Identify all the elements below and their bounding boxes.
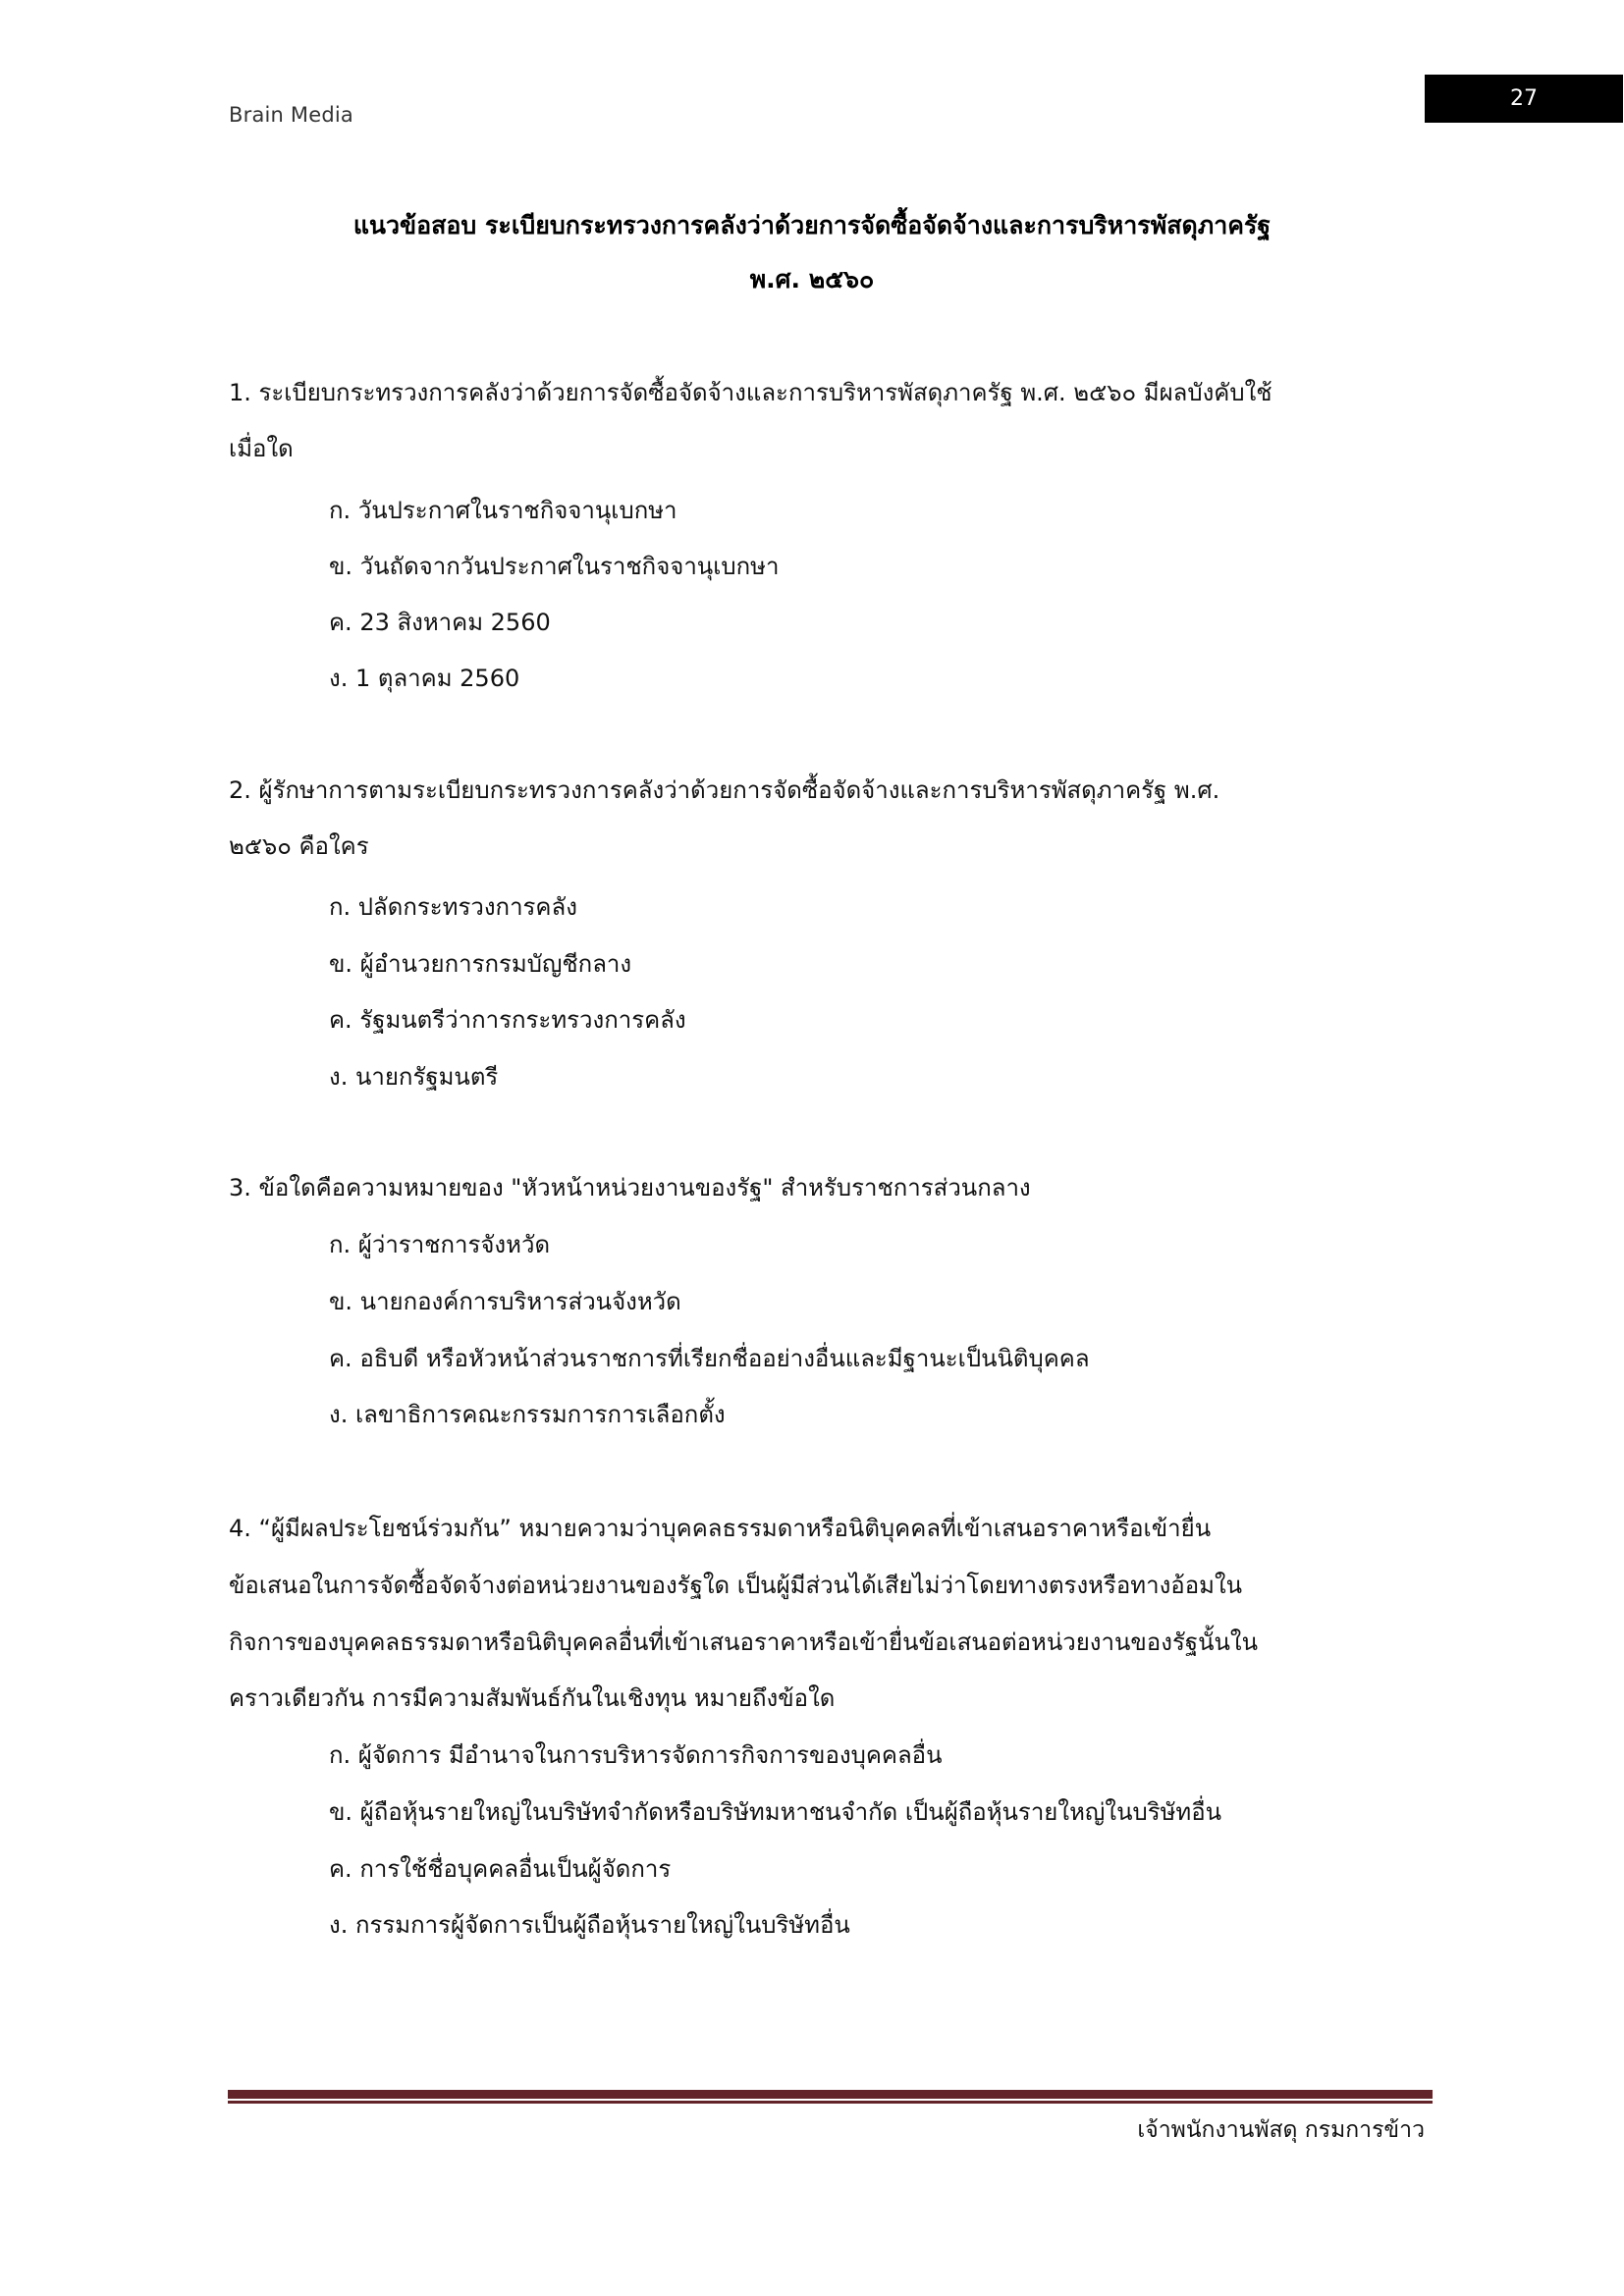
- answer-option: ข. นายกองค์การบริหารส่วนจังหวัด: [329, 1288, 681, 1315]
- answer-option: ข. วันถัดจากวันประกาศในราชกิจจานุเบกษา: [329, 553, 780, 580]
- question-text: ๒๕๖๐ คือใคร: [229, 832, 369, 860]
- page-number-badge: [1425, 75, 1623, 123]
- answer-option: ง. กรรมการผู้จัดการเป็นผู้ถือหุ้นรายใหญ่ในบริษัทอื่น: [329, 1911, 850, 1939]
- question-text: เมื่อใด: [229, 435, 294, 462]
- document-title-year: พ.ศ. ๒๕๖๐: [749, 265, 875, 294]
- footer-text: เจ้าพนักงานพัสดุ กรมการข้าว: [1137, 2117, 1425, 2143]
- answer-option: ค. 23 สิงหาคม 2560: [329, 609, 551, 636]
- answer-option: ง. 1 ตุลาคม 2560: [329, 665, 520, 692]
- footer-divider-thin: [228, 2101, 1433, 2104]
- page-number: 27: [1510, 85, 1538, 111]
- answer-option: ค. อธิบดี หรือหัวหน้าส่วนราชการที่เรียกชื่ออย่างอื่นและมีฐานะเป็นนิติบุคคล: [329, 1345, 1090, 1372]
- question-text: 3. ข้อใดคือความหมายของ "หัวหน้าหน่วยงานของรัฐ" สำหรับราชการส่วนกลาง: [229, 1174, 1031, 1201]
- document-title: แนวข้อสอบ ระเบียบกระทรวงการคลังว่าด้วยการจัดซื้อจัดจ้างและการบริหารพัสดุภาครัฐ: [352, 211, 1272, 240]
- answer-option: ก. ปลัดกระทรวงการคลัง: [329, 893, 577, 921]
- footer-divider-thick: [228, 2090, 1433, 2099]
- question-text: คราวเดียวกัน การมีความสัมพันธ์กันในเชิงทุน หมายถึงข้อใด: [229, 1684, 836, 1712]
- question-text: ข้อเสนอในการจัดซื้อจัดจ้างต่อหน่วยงานของรัฐใด เป็นผู้มีส่วนได้เสียไม่ว่าโดยทางตรงหรือทางอ้อมใน: [229, 1572, 1243, 1599]
- answer-option: ค. รัฐมนตรีว่าการกระทรวงการคลัง: [329, 1006, 686, 1034]
- answer-option: ค. การใช้ชื่อบุคคลอื่นเป็นผู้จัดการ: [329, 1855, 672, 1883]
- question-text: 4. “ผู้มีผลประโยชน์ร่วมกัน” หมายความว่าบุคคลธรรมดาหรือนิติบุคคลที่เข้าเสนอราคาหรือเข้ายื่น: [229, 1515, 1212, 1542]
- header-brand: Brain Media: [229, 103, 354, 127]
- answer-option: ก. ผู้จัดการ มีอำนาจในการบริหารจัดการกิจการของบุคคลอื่น: [329, 1741, 943, 1769]
- question-text: 2. ผู้รักษาการตามระเบียบกระทรวงการคลังว่าด้วยการจัดซื้อจัดจ้างและการบริหารพัสดุภาครัฐ พ.ศ.: [229, 776, 1220, 804]
- answer-option: ก. วันประกาศในราชกิจจานุเบกษา: [329, 497, 677, 524]
- answer-option: ข. ผู้อำนวยการกรมบัญชีกลาง: [329, 950, 632, 978]
- answer-option: ง. เลขาธิการคณะกรรมการการเลือกตั้ง: [329, 1401, 726, 1428]
- answer-option: ก. ผู้ว่าราชการจังหวัด: [329, 1231, 551, 1258]
- question-text: กิจการของบุคคลธรรมดาหรือนิติบุคคลอื่นที่เข้าเสนอราคาหรือเข้ายื่นข้อเสนอต่อหน่วยงานของรัฐนั้นใน: [229, 1629, 1259, 1656]
- question-text: 1. ระเบียบกระทรวงการคลังว่าด้วยการจัดซื้อจัดจ้างและการบริหารพัสดุภาครัฐ พ.ศ. ๒๕๖๐ มีผลบังคับใช้: [229, 379, 1272, 406]
- answer-option: ข. ผู้ถือหุ้นรายใหญ่ในบริษัทจำกัดหรือบริษัทมหาชนจำกัด เป็นผู้ถือหุ้นรายใหญ่ในบริษัทอื่น: [329, 1798, 1222, 1826]
- answer-option: ง. นายกรัฐมนตรี: [329, 1063, 499, 1091]
